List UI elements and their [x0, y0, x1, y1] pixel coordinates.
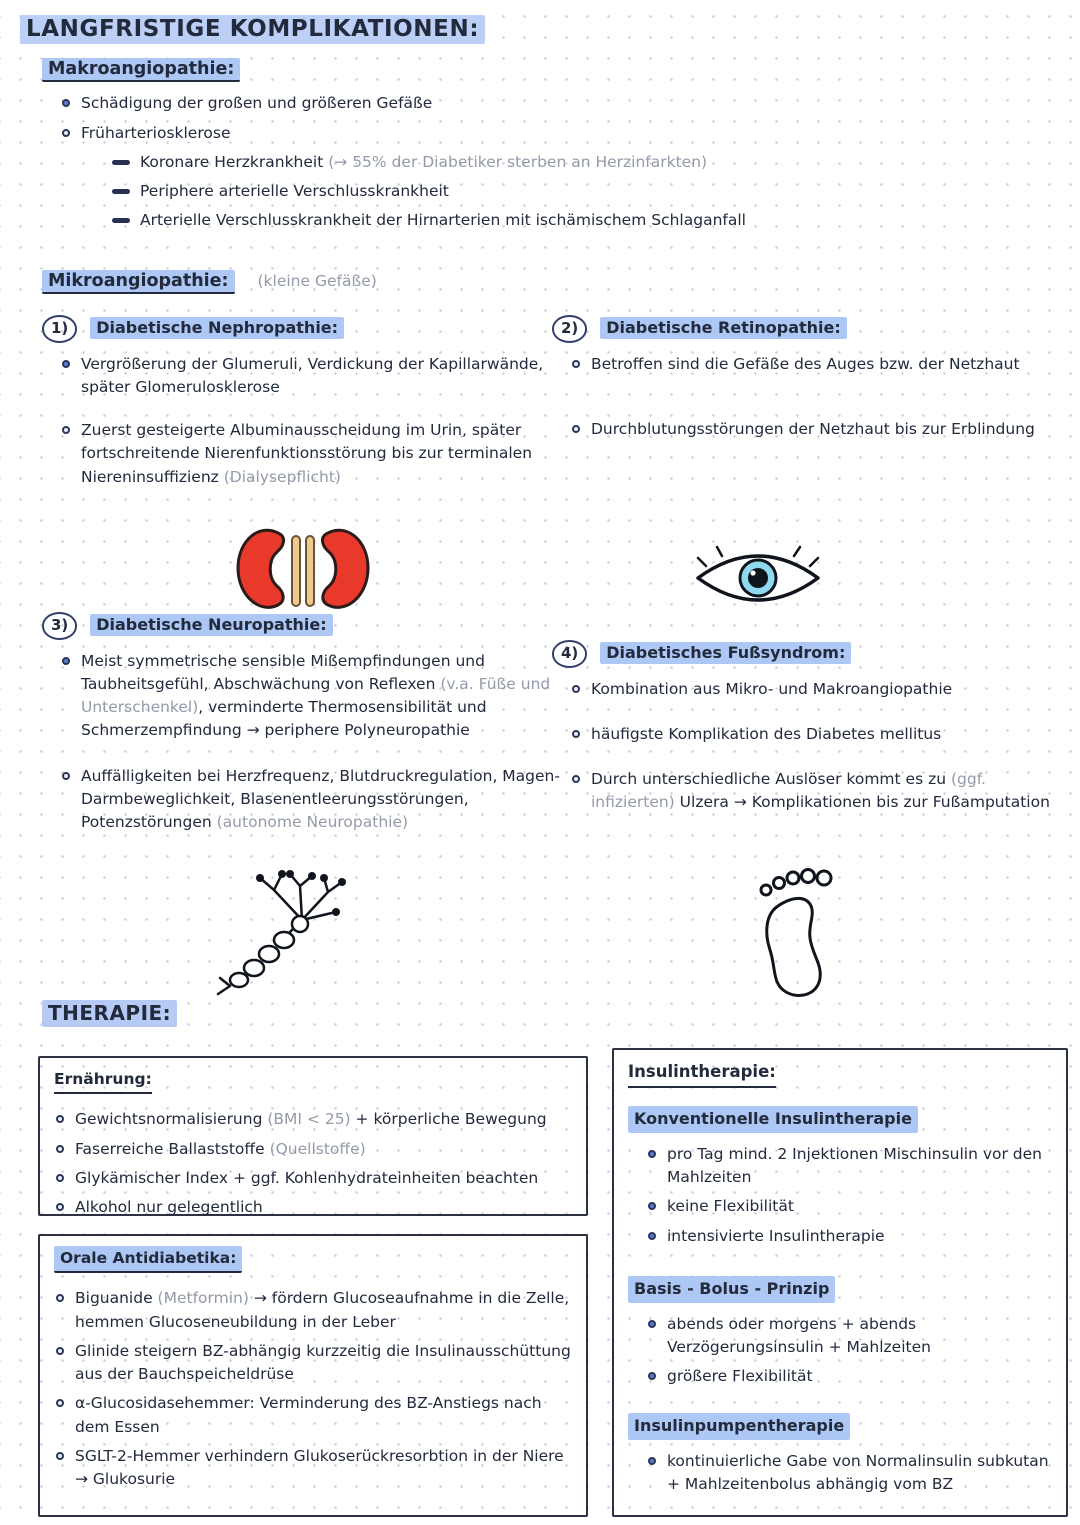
text-segment: Biguanide	[75, 1289, 158, 1308]
list-item-text	[81, 765, 562, 835]
foot-illustration	[748, 868, 858, 1010]
ernaehrung-heading: Ernährung:	[54, 1068, 152, 1094]
list-item-text	[75, 1138, 572, 1161]
list-item	[54, 1138, 572, 1161]
insulin-sub1-heading: Konventionelle Insulintherapie	[628, 1106, 918, 1133]
section-number	[42, 315, 77, 343]
bullet-icon	[62, 99, 70, 107]
insulin-sub3-heading: Insulinpumpentherapie	[628, 1413, 850, 1440]
list-item-text	[81, 419, 550, 489]
nephro-heading-row	[42, 315, 550, 343]
list-item	[570, 353, 1052, 376]
neuro-heading: Diabetische Neuropathie:	[90, 614, 332, 636]
section-number-text: 4)	[561, 644, 579, 662]
list-item-text: keine Flexibilität	[667, 1197, 794, 1216]
nephro-heading: Diabetische Nephropathie:	[90, 317, 344, 339]
bullet-icon	[648, 1372, 656, 1380]
insulin-sub2-heading: Basis - Bolus - Prinzip	[628, 1276, 835, 1303]
nerve-icon	[190, 868, 360, 998]
bullet-icon	[648, 1150, 656, 1158]
list-item-text: α-Glucosidasehemmer: Verminderung des BZ-Anstiegs nach dem Essen	[75, 1394, 542, 1436]
list-item-text	[81, 650, 562, 743]
bullet-icon	[648, 1202, 656, 1210]
bullet-icon	[648, 1320, 656, 1328]
bullet-icon	[572, 360, 580, 368]
list-item-text: größere Flexibilität	[667, 1367, 813, 1386]
section-fusssyndrom	[552, 640, 1064, 821]
list-item-text: kontinuierliche Gabe von Normalinsulin subkutan + Mahlzeitenbolus abhängig vom BZ	[667, 1451, 1049, 1493]
list-item	[60, 92, 1032, 115]
bullet-icon	[56, 1145, 64, 1153]
list-item	[60, 650, 562, 743]
retino-heading: Diabetische Retinopathie:	[600, 317, 847, 339]
fuss-heading-row	[552, 640, 1064, 668]
text-segment: Koronare Herzkrankheit	[140, 152, 329, 171]
list-item	[54, 1445, 572, 1492]
section-number-text: 1)	[51, 319, 69, 337]
mikro-heading: Mikroangiopathie:	[42, 270, 235, 294]
list-item	[54, 1340, 572, 1387]
kidneys-icon	[228, 520, 378, 620]
therapie-heading: THERAPIE:	[42, 1000, 177, 1027]
makro-heading-row	[42, 56, 1032, 82]
list-item	[54, 1392, 572, 1439]
list-item	[112, 151, 1032, 174]
list-item-text: Betroffen sind die Gefäße des Auges bzw. der Netzhaut	[591, 354, 1020, 373]
list-item	[54, 1287, 572, 1334]
list-item	[570, 723, 1064, 746]
list-item	[570, 418, 1052, 441]
section-number	[552, 640, 587, 668]
section-number-text: 2)	[561, 319, 579, 337]
list-item	[60, 122, 1032, 145]
bullet-icon	[56, 1452, 64, 1460]
bullet-icon	[56, 1174, 64, 1182]
makro-heading: Makroangiopathie:	[42, 58, 240, 82]
bullet-icon	[572, 685, 580, 693]
section-neuropathie	[42, 612, 562, 840]
note-text: (Dialysepflicht)	[223, 467, 341, 486]
text-segment: Durch unterschiedliche Auslöser kommt es zu	[591, 770, 951, 788]
list-item	[570, 768, 1064, 815]
dash-bullet-icon	[112, 160, 130, 165]
eye-illustration	[692, 542, 824, 621]
list-item-text	[591, 768, 1064, 815]
bullet-icon	[572, 425, 580, 433]
note-text: (→ 55% der Diabetiker sterben an Herzinfarkten)	[328, 152, 708, 171]
list-item	[570, 678, 1064, 701]
list-item	[646, 1143, 1052, 1190]
kidneys-illustration	[228, 520, 378, 627]
note-text: (v.a. Füße und Unterschenkel)	[81, 674, 551, 716]
bullet-icon	[56, 1294, 64, 1302]
section-number	[42, 612, 77, 640]
note-text: (Metformin)	[157, 1289, 249, 1308]
bullet-icon	[62, 129, 70, 137]
list-item-text	[75, 1108, 572, 1131]
bullet-icon	[648, 1232, 656, 1240]
list-item-text: Periphere arterielle Verschlusskrankheit	[140, 182, 449, 200]
list-item	[112, 209, 1032, 232]
list-item-text: abends oder morgens + abends Verzögerungsinsulin + Mahlzeiten	[667, 1314, 931, 1356]
section-nephropathie	[42, 315, 550, 495]
text-segment: → fördern Glucoseaufnahme in die Zelle, hemmen Glucoseneubildung in der Leber	[75, 1289, 570, 1331]
list-item	[54, 1196, 572, 1219]
fuss-heading: Diabetisches Fußsyndrom:	[600, 642, 851, 664]
list-item-text	[75, 1287, 572, 1334]
list-item-text: intensivierte Insulintherapie	[667, 1226, 885, 1245]
list-item	[60, 353, 550, 400]
list-item-text: pro Tag mind. 2 Injektionen Mischinsulin vor den Mahlzeiten	[667, 1144, 1042, 1186]
mikro-heading-row	[42, 268, 377, 294]
bullet-icon	[572, 775, 580, 783]
text-segment: , verminderte Thermosensibilität und Schmerzempfindung → periphere Polyneuropathie	[81, 698, 487, 740]
bullet-icon	[572, 730, 580, 738]
nerve-illustration	[190, 868, 360, 1005]
section-number	[552, 315, 587, 343]
list-item-text: SGLT-2-Hemmer verhindern Glukoserückresorbtion in der Niere → Glukosurie	[75, 1446, 564, 1488]
insulin-heading: Insulintherapie:	[628, 1060, 776, 1088]
section-retinopathie	[552, 315, 1052, 447]
list-item-text: häufigste Komplikation des Diabetes mellitus	[591, 724, 942, 743]
retino-heading-row	[552, 315, 1052, 343]
therapie-heading-row	[42, 998, 177, 1028]
bullet-icon	[56, 1203, 64, 1211]
list-item-text: Schädigung der großen und größeren Gefäße	[81, 94, 433, 113]
bullet-icon	[648, 1457, 656, 1465]
list-item	[646, 1365, 1052, 1388]
dash-bullet-icon	[112, 218, 130, 223]
text-segment: Auffälligkeiten bei Herzfrequenz, Blutdruckregulation, Magen-Darmbeweglichkeit, Blasenentleerungsstörungen, Potenzstörungen	[81, 766, 560, 831]
title-row	[20, 12, 485, 47]
insulintherapie-box	[612, 1048, 1068, 1517]
text-segment: + körperliche Bewegung	[350, 1110, 547, 1129]
list-item	[646, 1225, 1052, 1248]
orale-antidiabetika-box	[38, 1234, 588, 1517]
list-item	[54, 1167, 572, 1190]
mikro-note: (kleine Gefäße)	[257, 272, 377, 290]
list-item-text: Glykämischer Index + ggf. Kohlenhydrateinheiten beachten	[75, 1168, 539, 1187]
list-item	[54, 1108, 572, 1131]
list-item-text: Vergrößerung der Glumeruli, Verdickung der Kapillarwände, später Glomerulosklerose	[81, 354, 544, 396]
list-item-text: Früharteriosklerose	[81, 123, 231, 142]
list-item-text: Kombination aus Mikro- und Makroangiopathie	[591, 679, 953, 698]
bullet-icon	[62, 772, 70, 780]
dash-bullet-icon	[112, 189, 130, 194]
text-segment: Ulzera → Komplikationen bis zur Fußamputation	[674, 793, 1050, 812]
list-item	[60, 419, 550, 489]
note-text: (ggf. infizierten)	[591, 770, 986, 812]
oral-heading: Orale Antidiabetika:	[54, 1246, 242, 1273]
list-item-text	[140, 151, 1032, 174]
text-segment: Faserreiche Ballaststoffe	[75, 1139, 270, 1158]
bullet-icon	[56, 1347, 64, 1355]
section-number-text: 3)	[51, 616, 69, 634]
list-item	[646, 1450, 1052, 1497]
bullet-icon	[56, 1399, 64, 1407]
list-item-text: Alkohol nur gelegentlich	[75, 1198, 263, 1216]
list-item	[646, 1313, 1052, 1360]
text-segment: Zuerst gesteigerte Albuminausscheidung im Urin, später fortschreitende Nierenfunktionsstörung bis zur terminalen Niereninsuffizienz	[81, 421, 533, 486]
note-text: (autonome Neuropathie)	[216, 813, 409, 831]
list-item	[646, 1195, 1052, 1218]
foot-icon	[748, 868, 858, 1003]
list-item-text: Arterielle Verschlusskrankheit der Hirnarterien mit ischämischem Schlaganfall	[140, 211, 746, 230]
bullet-icon	[62, 657, 70, 665]
section-makroangiopathie	[42, 56, 1032, 239]
bullet-icon	[56, 1115, 64, 1123]
list-item	[112, 180, 1032, 203]
list-item	[60, 765, 562, 835]
bullet-icon	[62, 360, 70, 368]
text-segment: Meist symmetrische sensible Mißempfindungen und Taubheitsgefühl, Abschwächung von Reflexen	[81, 651, 485, 693]
page-title: LANGFRISTIGE KOMPLIKATIONEN:	[20, 15, 485, 44]
ernaehrung-box	[38, 1056, 588, 1216]
note-text: (BMI < 25)	[267, 1110, 351, 1129]
bullet-icon	[62, 426, 70, 434]
note-text: (Quellstoffe)	[269, 1139, 366, 1158]
list-item-text: Durchblutungsstörungen der Netzhaut bis zur Erblindung	[591, 419, 1035, 438]
text-segment: Gewichtsnormalisierung	[75, 1110, 268, 1129]
list-item-text: Glinide steigern BZ-abhängig kurzzeitig die Insulinausschüttung aus der Bauchspeicheldrüse	[75, 1341, 571, 1383]
eye-icon	[692, 542, 824, 614]
